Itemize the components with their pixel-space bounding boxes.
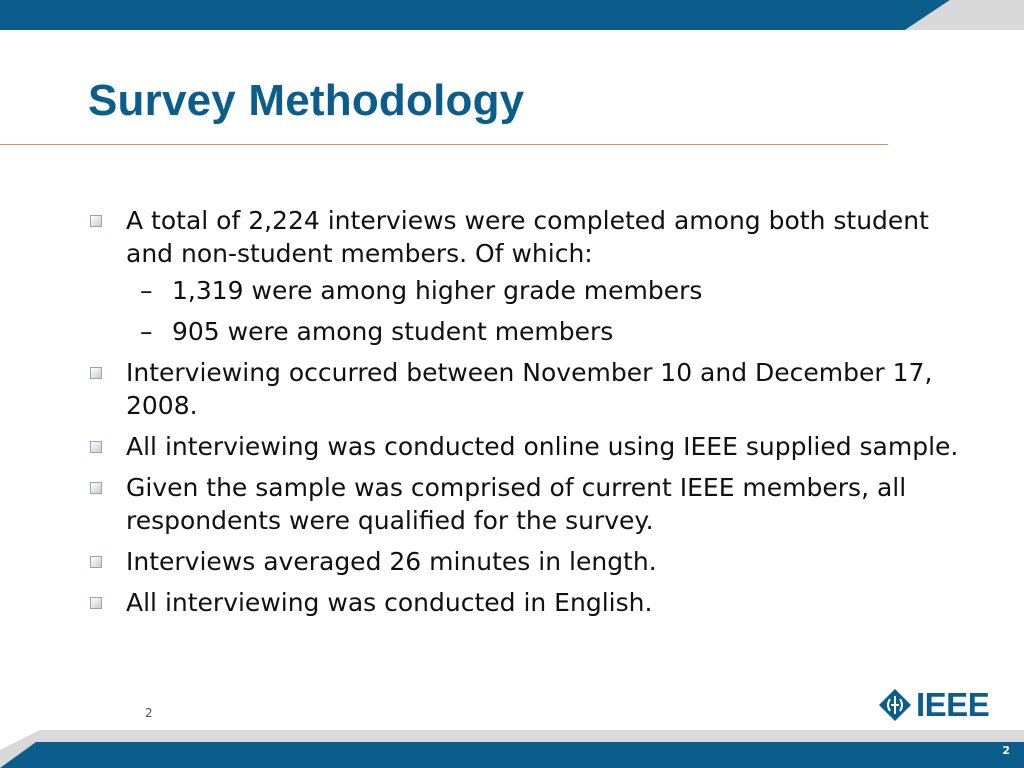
footer-page-number: 2 — [1002, 744, 1010, 757]
ieee-logo-text: IEEE — [916, 686, 990, 723]
square-bullet-icon — [90, 215, 102, 227]
bullet-list — [90, 204, 970, 627]
bullet-text: Given the sample was comprised of current IEEE members, all respondents were qualified for the survey. — [126, 473, 907, 535]
bullet-text: Interviewing occurred between November 10 and December 17, 2008. — [126, 358, 933, 420]
top-header-band — [0, 0, 1024, 30]
title-underline — [0, 144, 888, 145]
sub-bullet-text: 905 were among student members — [172, 317, 614, 346]
slide-title: Survey Methodology — [88, 76, 525, 125]
sub-bullet-list — [126, 274, 970, 348]
bullet-item — [90, 471, 970, 537]
bullet-text: All interviewing was conducted in English. — [126, 588, 653, 617]
dash-bullet-icon: – — [140, 276, 153, 305]
ieee-diamond-icon — [878, 688, 912, 722]
sub-bullet-item — [126, 315, 970, 348]
dash-bullet-icon: – — [140, 317, 153, 346]
bullet-item — [90, 204, 970, 348]
bullet-text: Interviews averaged 26 minutes in length. — [126, 547, 657, 576]
sub-bullet-item — [126, 274, 970, 307]
square-bullet-icon — [90, 482, 102, 494]
ieee-logo — [878, 686, 989, 724]
bullet-text: A total of 2,224 interviews were completed among both student and non-student members. Of which: — [126, 206, 929, 268]
bottom-footer-band — [0, 730, 1024, 768]
square-bullet-icon — [90, 556, 102, 568]
square-bullet-icon — [90, 441, 102, 453]
sub-bullet-text: 1,319 were among higher grade members — [172, 276, 703, 305]
bullet-item — [90, 356, 970, 422]
bullet-text: All interviewing was conducted online using IEEE supplied sample. — [126, 432, 959, 461]
bullet-item — [90, 586, 970, 619]
bullet-item — [90, 430, 970, 463]
square-bullet-icon — [90, 367, 102, 379]
slide-page-number: 2 — [145, 706, 153, 720]
square-bullet-icon — [90, 597, 102, 609]
bullet-item — [90, 545, 970, 578]
